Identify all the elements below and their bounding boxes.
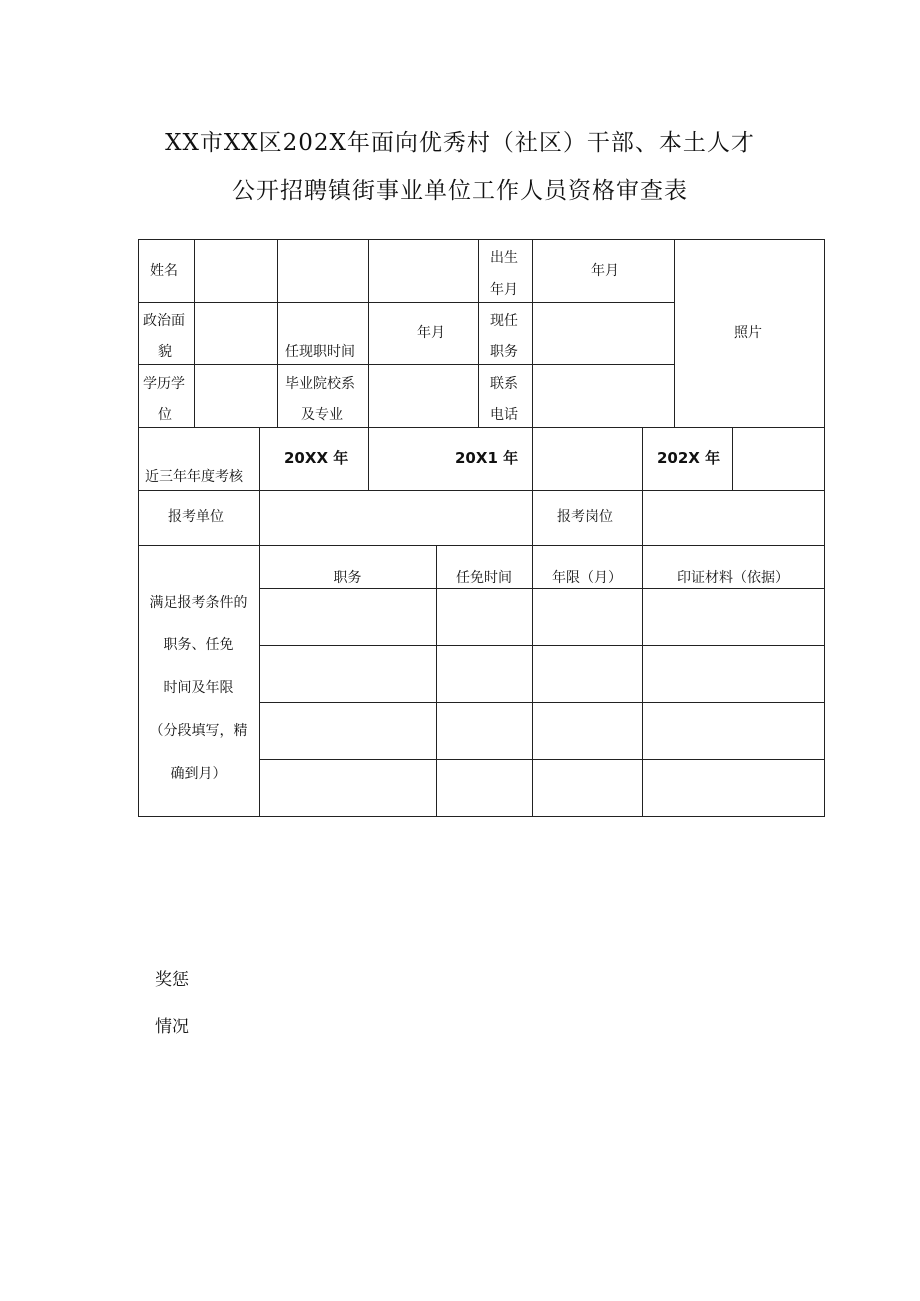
awards-label-line-2: 情况 bbox=[155, 1017, 189, 1037]
table-rule bbox=[732, 427, 733, 490]
table-rule bbox=[277, 239, 278, 427]
table-rule bbox=[259, 427, 260, 817]
apply-post-label: 报考岗位 bbox=[557, 509, 613, 525]
table-rule bbox=[478, 239, 479, 427]
apply-unit-label: 报考单位 bbox=[168, 509, 224, 525]
conditions-label-line: 职务、任免 bbox=[163, 637, 234, 653]
form-title-line-2: 公开招聘镇街事业单位工作人员资格审查表 bbox=[232, 178, 688, 204]
column-header-appointment-time: 任免时间 bbox=[456, 570, 512, 586]
table-rule bbox=[368, 239, 369, 490]
table-rule bbox=[138, 364, 675, 365]
table-rule bbox=[674, 239, 675, 427]
table-rule bbox=[138, 427, 824, 428]
name-label: 姓名 bbox=[150, 263, 178, 279]
conditions-label-line: （分段填写，精 bbox=[149, 723, 248, 739]
column-header-years: 年限（月） bbox=[552, 570, 622, 586]
awards-label-line-1: 奖惩 bbox=[155, 970, 189, 990]
conditions-label-line: 确到月） bbox=[170, 766, 227, 782]
column-header-post: 职务 bbox=[333, 570, 362, 586]
school-label-line-1: 毕业院校系 bbox=[285, 376, 355, 392]
photo-label: 照片 bbox=[734, 325, 762, 341]
table-rule bbox=[259, 645, 824, 646]
table-border-top bbox=[138, 239, 824, 240]
table-border-bottom bbox=[138, 816, 825, 817]
annual-assessment-label: 近三年年度考核 bbox=[145, 469, 243, 485]
assessment-year-1: 20XX 年 bbox=[284, 449, 349, 467]
school-label-line-2: 及专业 bbox=[301, 407, 343, 423]
current-post-label-line-2: 职务 bbox=[490, 344, 518, 360]
table-rule bbox=[138, 302, 675, 303]
table-rule bbox=[259, 702, 824, 703]
education-label-line-1: 学历学 bbox=[143, 376, 185, 392]
political-label-line-1: 政治面 bbox=[143, 313, 185, 329]
form-title-line-1: XX市XX区202X年面向优秀村（社区）干部、本土人才 bbox=[165, 130, 755, 156]
table-border-right bbox=[824, 239, 825, 817]
birth-label-line-2: 年月 bbox=[490, 282, 518, 298]
current-post-label-line-1: 现任 bbox=[490, 313, 518, 329]
current-position-time-label: 任现职时间 bbox=[285, 344, 355, 360]
assessment-year-2: 20X1 年 bbox=[455, 449, 519, 467]
birth-value: 年月 bbox=[591, 263, 619, 279]
table-rule bbox=[138, 545, 824, 546]
current-position-time-value: 年月 bbox=[417, 325, 445, 341]
table-rule bbox=[194, 239, 195, 427]
contact-label-line-2: 电话 bbox=[490, 407, 518, 423]
birth-label-line-1: 出生 bbox=[490, 250, 518, 266]
table-rule bbox=[642, 427, 643, 817]
assessment-year-3: 202X 年 bbox=[657, 449, 721, 467]
political-label-line-2: 貌 bbox=[158, 344, 172, 360]
column-header-proof-materials: 印证材料（依据） bbox=[677, 570, 789, 586]
education-label-line-2: 位 bbox=[158, 407, 172, 423]
table-rule bbox=[532, 427, 533, 817]
table-rule bbox=[259, 759, 824, 760]
conditions-label-line: 时间及年限 bbox=[163, 680, 234, 696]
table-rule bbox=[532, 239, 533, 427]
conditions-label-line: 满足报考条件的 bbox=[149, 595, 248, 611]
contact-label-line-1: 联系 bbox=[490, 376, 518, 392]
